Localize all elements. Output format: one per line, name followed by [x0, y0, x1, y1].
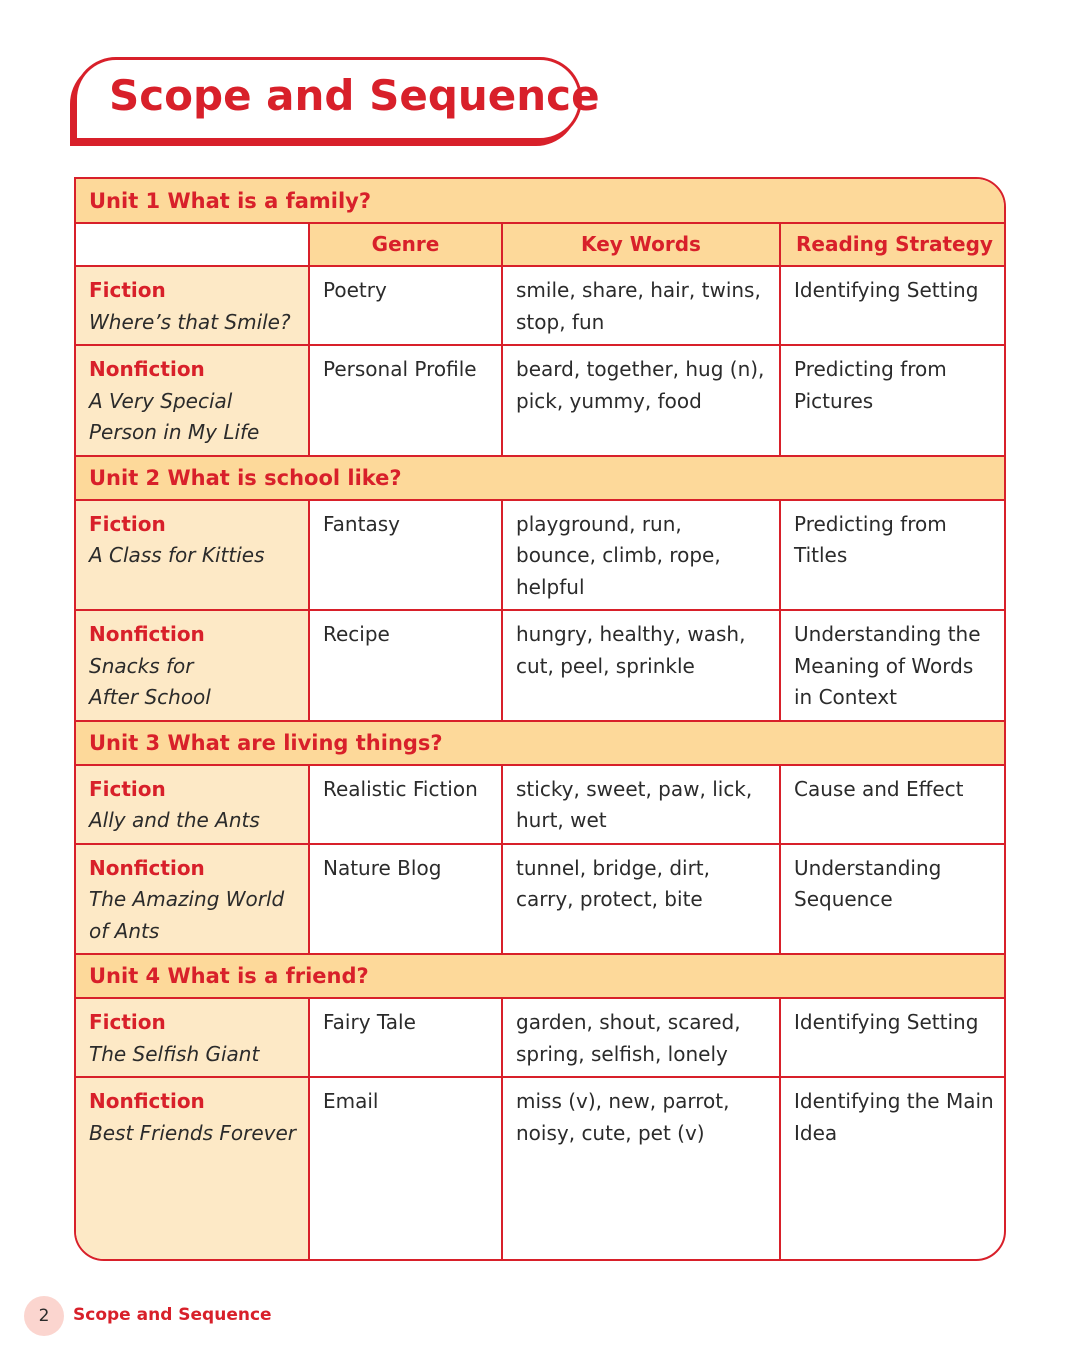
story-title: The Selfish Giant [89, 1041, 260, 1066]
selection-cell [76, 500, 309, 611]
selection-cell [76, 765, 309, 844]
table-row [76, 610, 1006, 721]
strategy-cell: Understanding the Meaning of Words in Context [780, 610, 1006, 721]
table-row [76, 266, 1006, 345]
table-row [76, 998, 1006, 1077]
unit-title: Unit 3 What are living things? [76, 721, 1006, 765]
genre-cell: Fantasy [309, 500, 502, 611]
selection-cell [76, 610, 309, 721]
table-row [76, 345, 1006, 456]
selection-cell [76, 998, 309, 1077]
story-title: A Class for Kitties [89, 543, 265, 567]
selection-cell [76, 266, 309, 345]
story-title: Where’s that Smile? [89, 309, 291, 334]
genre-cell: Fairy Tale [309, 998, 502, 1077]
selection-cell [76, 844, 309, 955]
story-title: The Amazing World of Ants [89, 887, 285, 943]
key-words-cell: smile, share, hair, twins, stop, fun [502, 266, 780, 345]
strategy-cell: Identifying Setting [780, 266, 1006, 345]
selection-cell [76, 1077, 309, 1261]
table-row [76, 500, 1006, 611]
unit-title: Unit 1 What is a family? [76, 179, 1006, 223]
selection-cell [76, 345, 309, 456]
genre-cell: Personal Profile [309, 345, 502, 456]
unit-title: Unit 2 What is school like? [76, 456, 1006, 500]
story-title: Ally and the Ants [89, 808, 260, 832]
header-reading-strategy: Reading Strategy [780, 223, 1006, 266]
selection-type: Fiction [89, 511, 166, 536]
unit-header-row [76, 456, 1006, 500]
key-words-cell: tunnel, bridge, dirt, carry, protect, bite [502, 844, 780, 955]
page-number: 2 [24, 1296, 64, 1336]
table-row [76, 1077, 1006, 1261]
key-words-cell: miss (v), new, parrot, noisy, cute, pet (v) [502, 1077, 780, 1261]
table-row [76, 765, 1006, 844]
unit-header-row [76, 954, 1006, 998]
story-title: A Very Special Person in My Life [89, 388, 260, 444]
selection-type: Nonfiction [89, 622, 205, 646]
genre-cell: Recipe [309, 610, 502, 721]
genre-cell: Poetry [309, 266, 502, 345]
header-genre: Genre [309, 223, 502, 266]
selection-type: Fiction [89, 776, 166, 801]
genre-cell: Email [309, 1077, 502, 1261]
selection-type: Nonfiction [89, 357, 205, 381]
story-title: Best Friends Forever [89, 1120, 297, 1145]
strategy-cell: Identifying the Main Idea [780, 1077, 1006, 1261]
selection-type: Fiction [89, 278, 166, 302]
table-row [76, 844, 1006, 955]
column-header-row [76, 223, 1006, 266]
selection-type: Nonfiction [89, 1089, 205, 1113]
page-title: Scope and Sequence [109, 71, 600, 120]
key-words-cell: beard, together, hug (n), pick, yummy, food [502, 345, 780, 456]
strategy-cell: Identifying Setting [780, 998, 1006, 1077]
unit-header-row [76, 721, 1006, 765]
header-key-words: Key Words [502, 223, 780, 266]
strategy-cell: Cause and Effect [780, 765, 1006, 844]
unit-title: Unit 4 What is a friend? [76, 954, 1006, 998]
story-title: Snacks for After School [89, 653, 211, 709]
key-words-cell: sticky, sweet, paw, lick, hurt, wet [502, 765, 780, 844]
key-words-cell: hungry, healthy, wash, cut, peel, sprinkle [502, 610, 780, 721]
title-banner [74, 57, 600, 141]
selection-type: Fiction [89, 1010, 166, 1034]
strategy-cell: Understanding Sequence [780, 844, 1006, 955]
key-words-cell: garden, shout, scared, spring, selfish, lonely [502, 998, 780, 1077]
key-words-cell: playground, run, bounce, climb, rope, helpful [502, 500, 780, 611]
scope-sequence-table [74, 177, 1006, 1261]
genre-cell: Nature Blog [309, 844, 502, 955]
selection-type: Nonfiction [89, 855, 205, 880]
header-blank [76, 223, 309, 266]
strategy-cell: Predicting from Pictures [780, 345, 1006, 456]
unit-header-row [76, 179, 1006, 223]
strategy-cell: Predicting from Titles [780, 500, 1006, 611]
footer-label: Scope and Sequence [73, 1305, 272, 1325]
genre-cell: Realistic Fiction [309, 765, 502, 844]
